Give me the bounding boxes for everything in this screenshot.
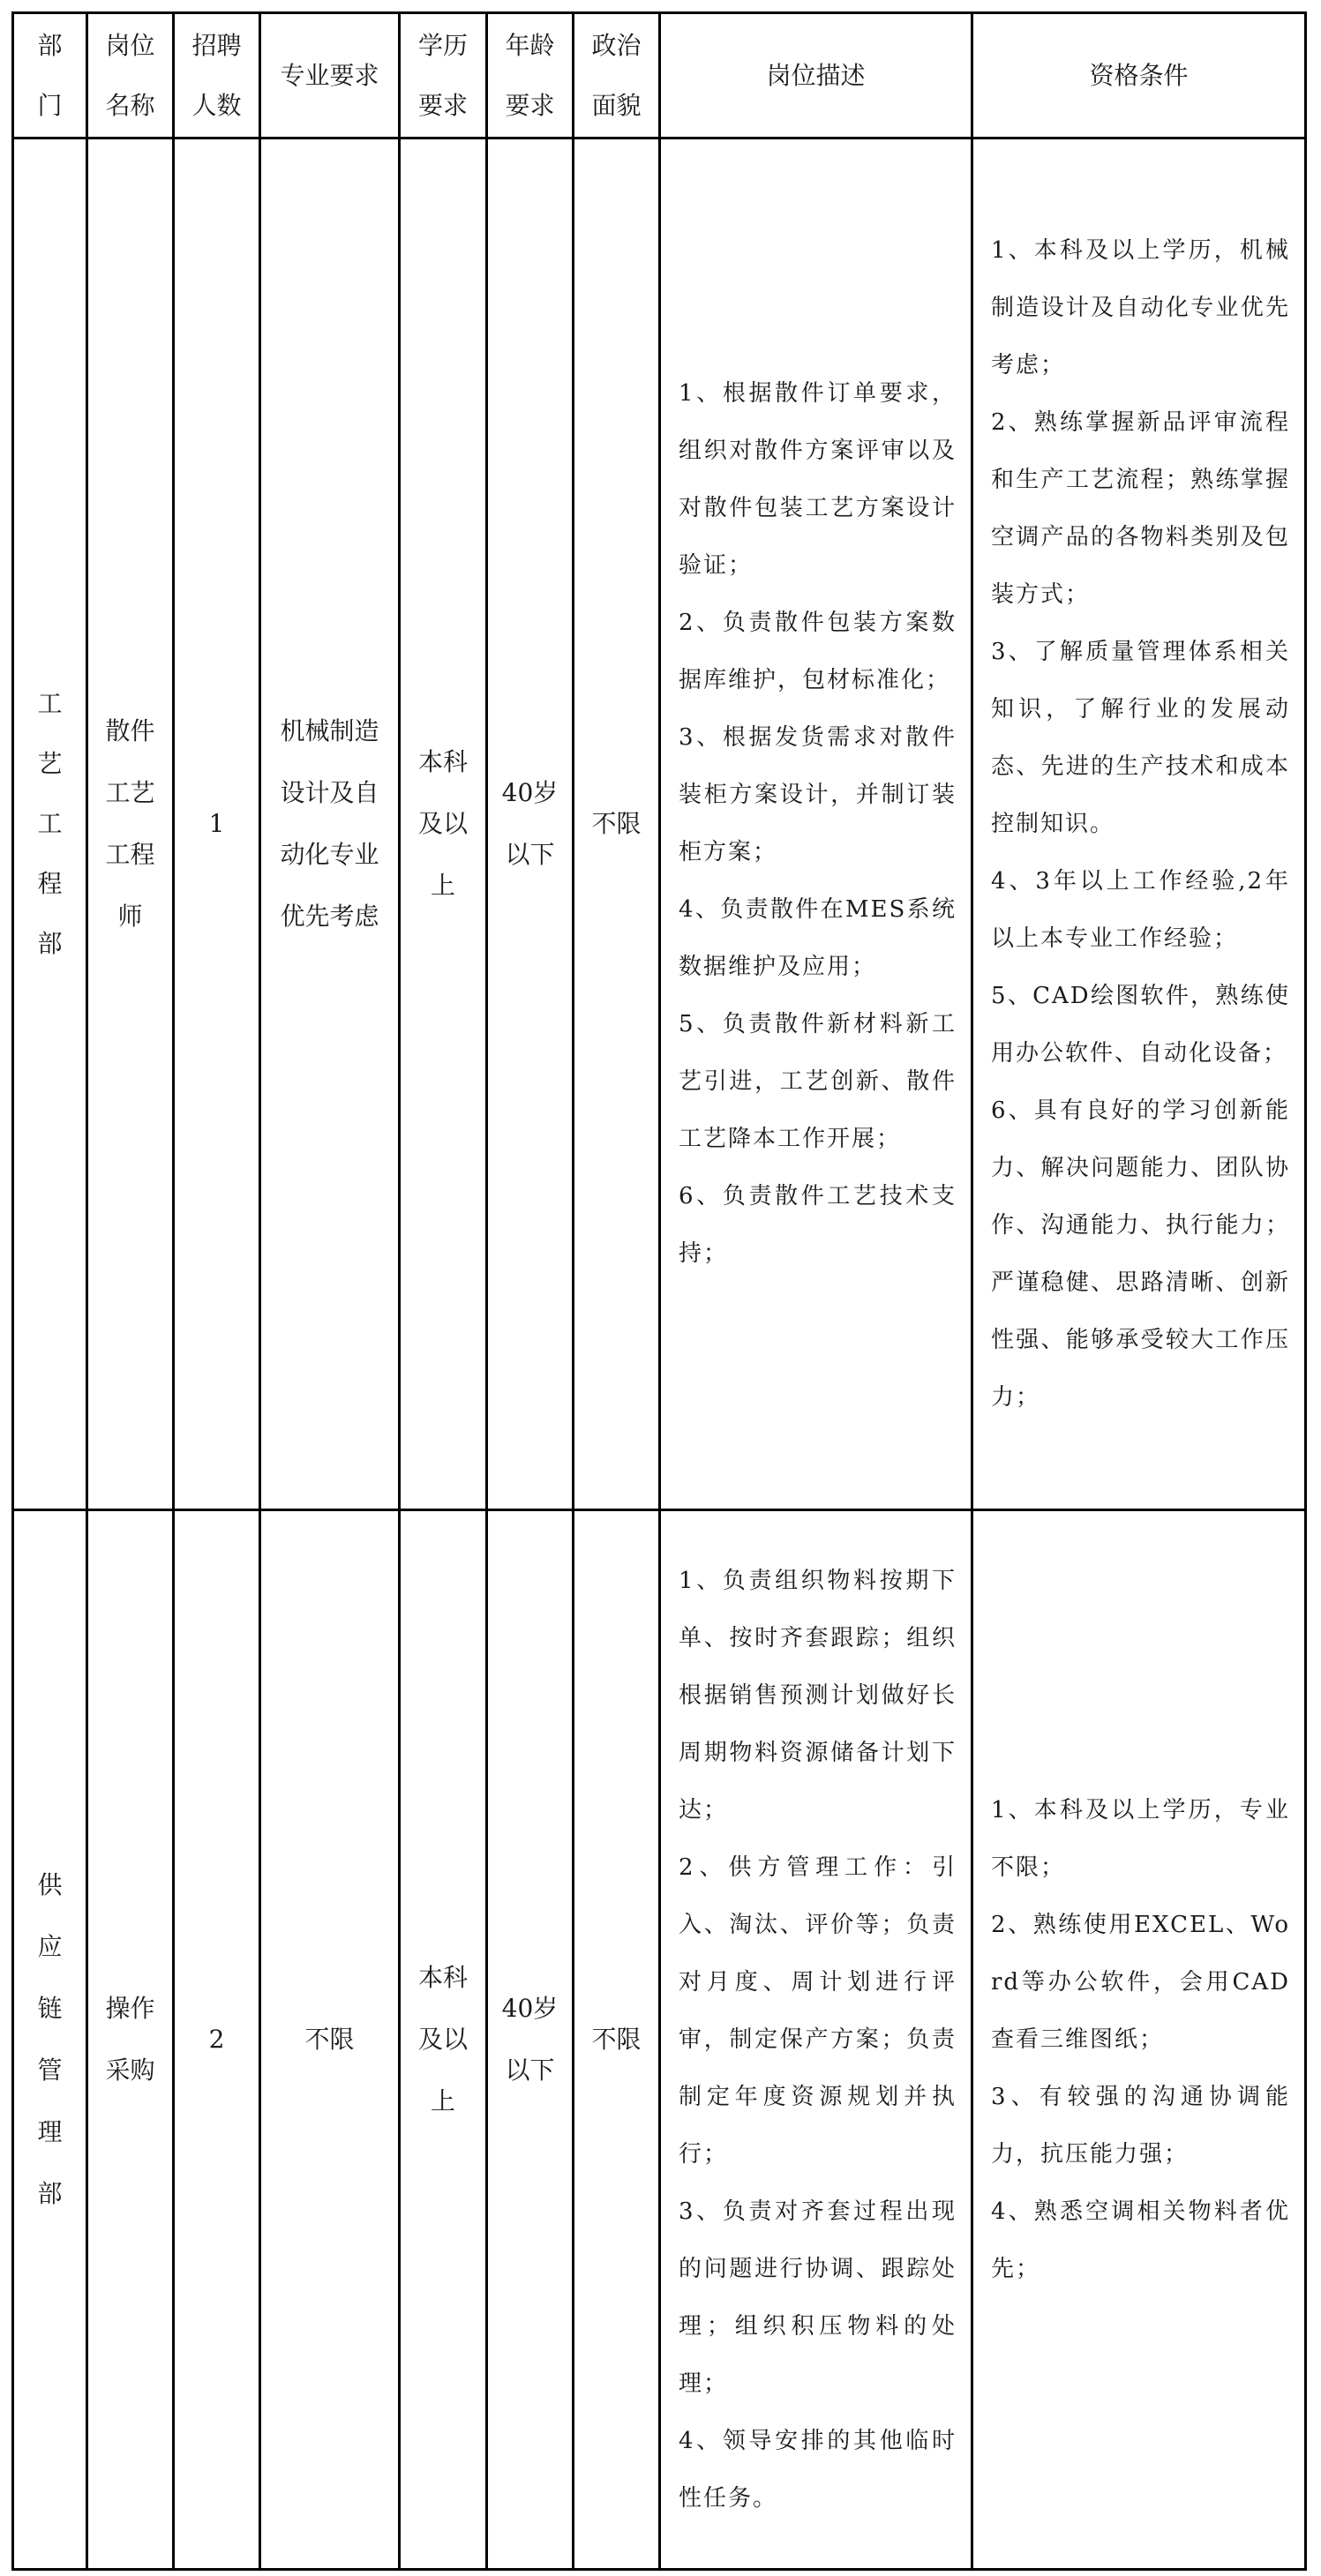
department-char: 供 [37, 1870, 63, 1899]
qualification-item: 1、本科及以上学历，机械制造设计及自动化专业优先考虑； [991, 236, 1290, 378]
cell-major [260, 1510, 400, 2570]
major-line: 设计及自 [280, 778, 379, 807]
header-position-name [87, 13, 174, 139]
header-age-line1: 年龄 [505, 30, 555, 60]
headcount-value: 1 [208, 809, 225, 838]
description-item: 6、负责散件工艺技术支持； [679, 1183, 957, 1267]
description-item: 2、负责散件包装方案数据库维护，包材标准化； [679, 610, 957, 693]
description-item: 5、负责散件新材料新工艺引进，工艺创新、散件工艺降本工作开展； [679, 1011, 957, 1152]
cell-education [400, 139, 487, 1510]
political-status-value: 不限 [591, 809, 642, 838]
description-item: 4、领导安排的其他临时性任务。 [679, 2427, 957, 2512]
age-line: 40岁 [501, 778, 559, 807]
age-line: 以下 [505, 2056, 555, 2085]
header-headcount [174, 13, 260, 139]
cell-political-status [574, 1510, 660, 2570]
cell-qualifications [972, 1510, 1306, 2570]
header-education-line2: 要求 [417, 90, 468, 120]
qualification-item: 2、熟练使用EXCEL、Word等办公软件，会用CAD查看三维图纸； [991, 1911, 1290, 2053]
education-line: 上 [430, 871, 455, 900]
table-row [13, 1510, 1306, 2570]
header-qualifications-label: 资格条件 [1089, 60, 1189, 90]
age-line: 40岁 [501, 1994, 559, 2023]
qualification-item: 3、了解质量管理体系相关知识，了解行业的发展动态、先进的生产技术和成本控制知识。 [991, 638, 1290, 837]
header-education [400, 13, 487, 139]
major-line: 不限 [304, 2025, 355, 2054]
education-line: 及以 [417, 809, 468, 838]
cell-description [660, 1510, 972, 2570]
department-char: 艺 [37, 749, 63, 778]
cell-education [400, 1510, 487, 2570]
department-char: 程 [37, 869, 63, 898]
cell-headcount [174, 1510, 260, 2570]
header-description [660, 13, 972, 139]
header-department-line2: 门 [37, 90, 63, 120]
position-name-line: 操作 [105, 1994, 155, 2023]
cell-major [260, 139, 400, 1510]
header-description-label: 岗位描述 [766, 60, 866, 90]
qualification-item: 3、有较强的沟通协调能力，抗压能力强； [991, 2083, 1290, 2168]
department-char: 工 [37, 809, 63, 838]
cell-description [660, 139, 972, 1510]
cell-headcount [174, 139, 260, 1510]
qualification-item: 6、具有良好的学习创新能力、解决问题能力、团队协作、沟通能力、执行能力；严谨稳健、思路清晰、创新性强、能够承受较大工作压力； [991, 1097, 1290, 1411]
position-name-line: 师 [117, 902, 143, 931]
cell-position-name [87, 1510, 174, 2570]
department-char: 理 [37, 2117, 63, 2146]
header-major-label: 专业要求 [280, 60, 379, 90]
qualification-item: 5、CAD绘图软件，熟练使用办公软件、自动化设备； [991, 982, 1290, 1067]
job-recruitment-table [11, 11, 1307, 2571]
education-line: 上 [430, 2086, 455, 2115]
cell-political-status [574, 139, 660, 1510]
header-qualifications [972, 13, 1306, 139]
qualification-item: 2、熟练掌握新品评审流程和生产工艺流程；熟练掌握空调产品的各物料类别及包装方式； [991, 408, 1290, 608]
cell-qualifications [972, 139, 1306, 1510]
major-line: 动化专业 [280, 840, 379, 869]
department-char: 应 [37, 1932, 63, 1961]
headcount-value: 2 [208, 2025, 225, 2054]
political-status-value: 不限 [591, 2025, 642, 2054]
header-department-line1: 部 [37, 30, 63, 60]
cell-age [487, 139, 574, 1510]
qualification-item: 4、3年以上工作经验,2年以上本专业工作经验； [991, 867, 1290, 952]
qualification-item: 1、本科及以上学历，专业不限； [991, 1796, 1290, 1881]
education-line: 本科 [417, 1963, 468, 1992]
table-row [13, 139, 1306, 1510]
description-item: 3、根据发货需求对散件装柜方案设计，并制订装柜方案； [679, 724, 957, 865]
major-line: 机械制造 [280, 716, 379, 745]
education-line: 本科 [417, 747, 468, 776]
header-education-line1: 学历 [417, 30, 468, 60]
header-position-name-line2: 名称 [105, 90, 155, 120]
header-age-line2: 要求 [505, 90, 555, 120]
major-line: 优先考虑 [280, 902, 379, 931]
department-char: 工 [37, 689, 63, 718]
description-item: 1、负责组织物料按期下单、按时齐套跟踪；组织根据销售预测计划做好长周期物料资源储备计划下达； [679, 1567, 957, 1823]
age-line: 以下 [505, 840, 555, 869]
description-item: 2、供方管理工作：引入、淘汰、评价等；负责对月度、周计划进行评审，制定保产方案；负责制定年度资源规划并执行； [679, 1853, 957, 2168]
description-item: 1、根据散件订单要求，组织对散件方案评审以及对散件包装工艺方案设计验证； [679, 380, 957, 579]
header-headcount-line1: 招聘 [191, 30, 242, 60]
cell-department [13, 1510, 87, 2570]
position-name-line: 采购 [105, 2056, 155, 2085]
header-headcount-line2: 人数 [191, 90, 242, 120]
position-name-line: 工程 [105, 840, 155, 869]
header-major [260, 13, 400, 139]
table-header-row [13, 13, 1306, 139]
header-department [13, 13, 87, 139]
education-line: 及以 [417, 2025, 468, 2054]
qualification-item: 4、熟悉空调相关物料者优先； [991, 2198, 1290, 2282]
position-name-line: 散件 [105, 716, 155, 745]
cell-age [487, 1510, 574, 2570]
department-char: 链 [37, 1994, 63, 2023]
department-char: 部 [37, 2179, 63, 2208]
header-position-name-line1: 岗位 [105, 30, 155, 60]
position-name-line: 工艺 [105, 778, 155, 807]
header-political-status [574, 13, 660, 139]
department-char: 管 [37, 2056, 63, 2085]
description-item: 4、负责散件在MES系统数据维护及应用； [679, 896, 957, 980]
header-political-status-line2: 面貌 [591, 90, 642, 120]
header-political-status-line1: 政治 [591, 30, 642, 60]
description-item: 3、负责对齐套过程出现的问题进行协调、跟踪处理；组织积压物料的处理； [679, 2198, 957, 2397]
cell-department [13, 139, 87, 1510]
header-age [487, 13, 574, 139]
department-char: 部 [37, 929, 63, 958]
cell-position-name [87, 139, 174, 1510]
